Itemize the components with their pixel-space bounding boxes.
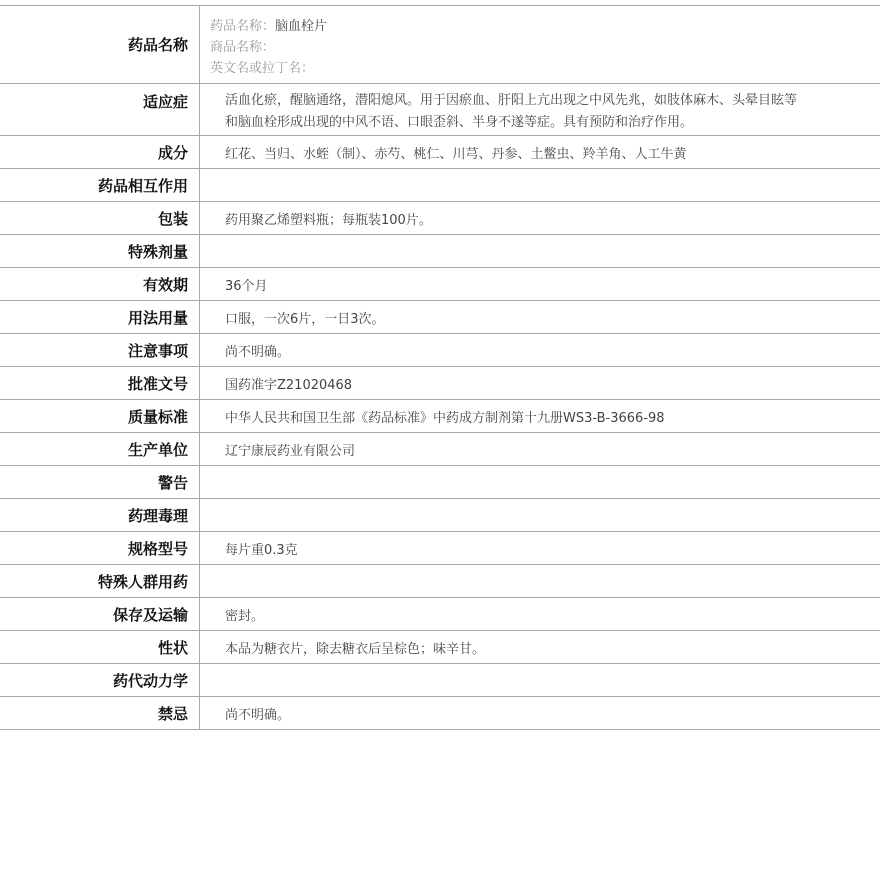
row-warning (0, 466, 880, 499)
row-label: 成分 (0, 136, 200, 168)
row-drug-interactions (0, 169, 880, 202)
row-value: 国药准字Z21020468 (225, 377, 353, 393)
row-storage (0, 598, 880, 631)
row-quality-standard (0, 400, 880, 433)
drug-name-block (200, 6, 880, 83)
row-value (200, 565, 880, 597)
row-label: 注意事项 (0, 334, 200, 366)
row-value: 红花、当归、水蛭（制）、赤芍、桃仁、川芎、丹参、土鳖虫、羚羊角、人工牛黄 (225, 146, 687, 162)
row-specification (0, 532, 880, 565)
row-special-populations (0, 565, 880, 598)
row-special-dosage (0, 235, 880, 268)
row-label: 药品名称 (0, 6, 200, 83)
row-label: 药理毒理 (0, 499, 200, 531)
row-label: 有效期 (0, 268, 200, 300)
trade-name-key: 商品名称： (210, 40, 276, 55)
trade-name-line (210, 37, 880, 58)
row-label: 适应症 (0, 84, 200, 135)
row-label: 批准文号 (0, 367, 200, 399)
drug-name-line (210, 16, 880, 37)
row-value: 密封。 (225, 608, 265, 624)
row-label: 包装 (0, 202, 200, 234)
row-value: 药用聚乙烯塑料瓶；每瓶装100片。 (225, 212, 432, 228)
row-label: 特殊剂量 (0, 235, 200, 267)
row-indications (0, 84, 880, 136)
row-value: 尚不明确。 (225, 344, 291, 360)
row-value: 辽宁康辰药业有限公司 (225, 443, 356, 459)
row-label: 性状 (0, 631, 200, 663)
row-value: 36个月 (225, 278, 268, 294)
row-label: 质量标准 (0, 400, 200, 432)
row-label: 警告 (0, 466, 200, 498)
row-value (200, 466, 880, 498)
drug-name-value: 脑血栓片 (275, 19, 328, 34)
row-label: 规格型号 (0, 532, 200, 564)
row-pharmacokinetics (0, 664, 880, 697)
row-drug-name (0, 6, 880, 84)
row-value (200, 169, 880, 201)
drug-info-table (0, 5, 880, 730)
row-value: 尚不明确。 (225, 707, 291, 723)
row-label: 保存及运输 (0, 598, 200, 630)
row-manufacturer (0, 433, 880, 466)
row-contraindications (0, 697, 880, 730)
row-value: 每片重0.3克 (225, 542, 298, 558)
row-value: 活血化瘀，醒脑通络，潜阳熄风。用于因瘀血、肝阳上亢出现之中风先兆，如肢体麻木、头晕目眩等和脑血栓形成出现的中风不语、口眼歪斜、半身不遂等症。具有预防和治疗作用。 (225, 93, 798, 130)
row-pharmacology (0, 499, 880, 532)
row-label: 用法用量 (0, 301, 200, 333)
row-label: 药品相互作用 (0, 169, 200, 201)
row-label: 药代动力学 (0, 664, 200, 696)
row-label: 特殊人群用药 (0, 565, 200, 597)
row-value (200, 499, 880, 531)
english-name-line (210, 58, 880, 79)
english-name-key: 英文名或拉丁名： (210, 61, 315, 76)
row-precautions (0, 334, 880, 367)
row-value (200, 235, 880, 267)
row-shelf-life (0, 268, 880, 301)
row-dosage (0, 301, 880, 334)
row-label: 生产单位 (0, 433, 200, 465)
row-ingredients (0, 136, 880, 169)
row-label: 禁忌 (0, 697, 200, 729)
row-value: 中华人民共和国卫生部《药品标准》中药成方制剂第十九册WS3-B-3666-98 (225, 410, 665, 426)
row-value: 本品为糖衣片，除去糖衣后呈棕色；味辛甘。 (225, 641, 486, 657)
row-value (200, 664, 880, 696)
row-package (0, 202, 880, 235)
row-approval-number (0, 367, 880, 400)
row-value: 口服，一次6片，一日3次。 (225, 311, 385, 327)
row-description (0, 631, 880, 664)
drug-name-key: 药品名称： (210, 19, 276, 34)
